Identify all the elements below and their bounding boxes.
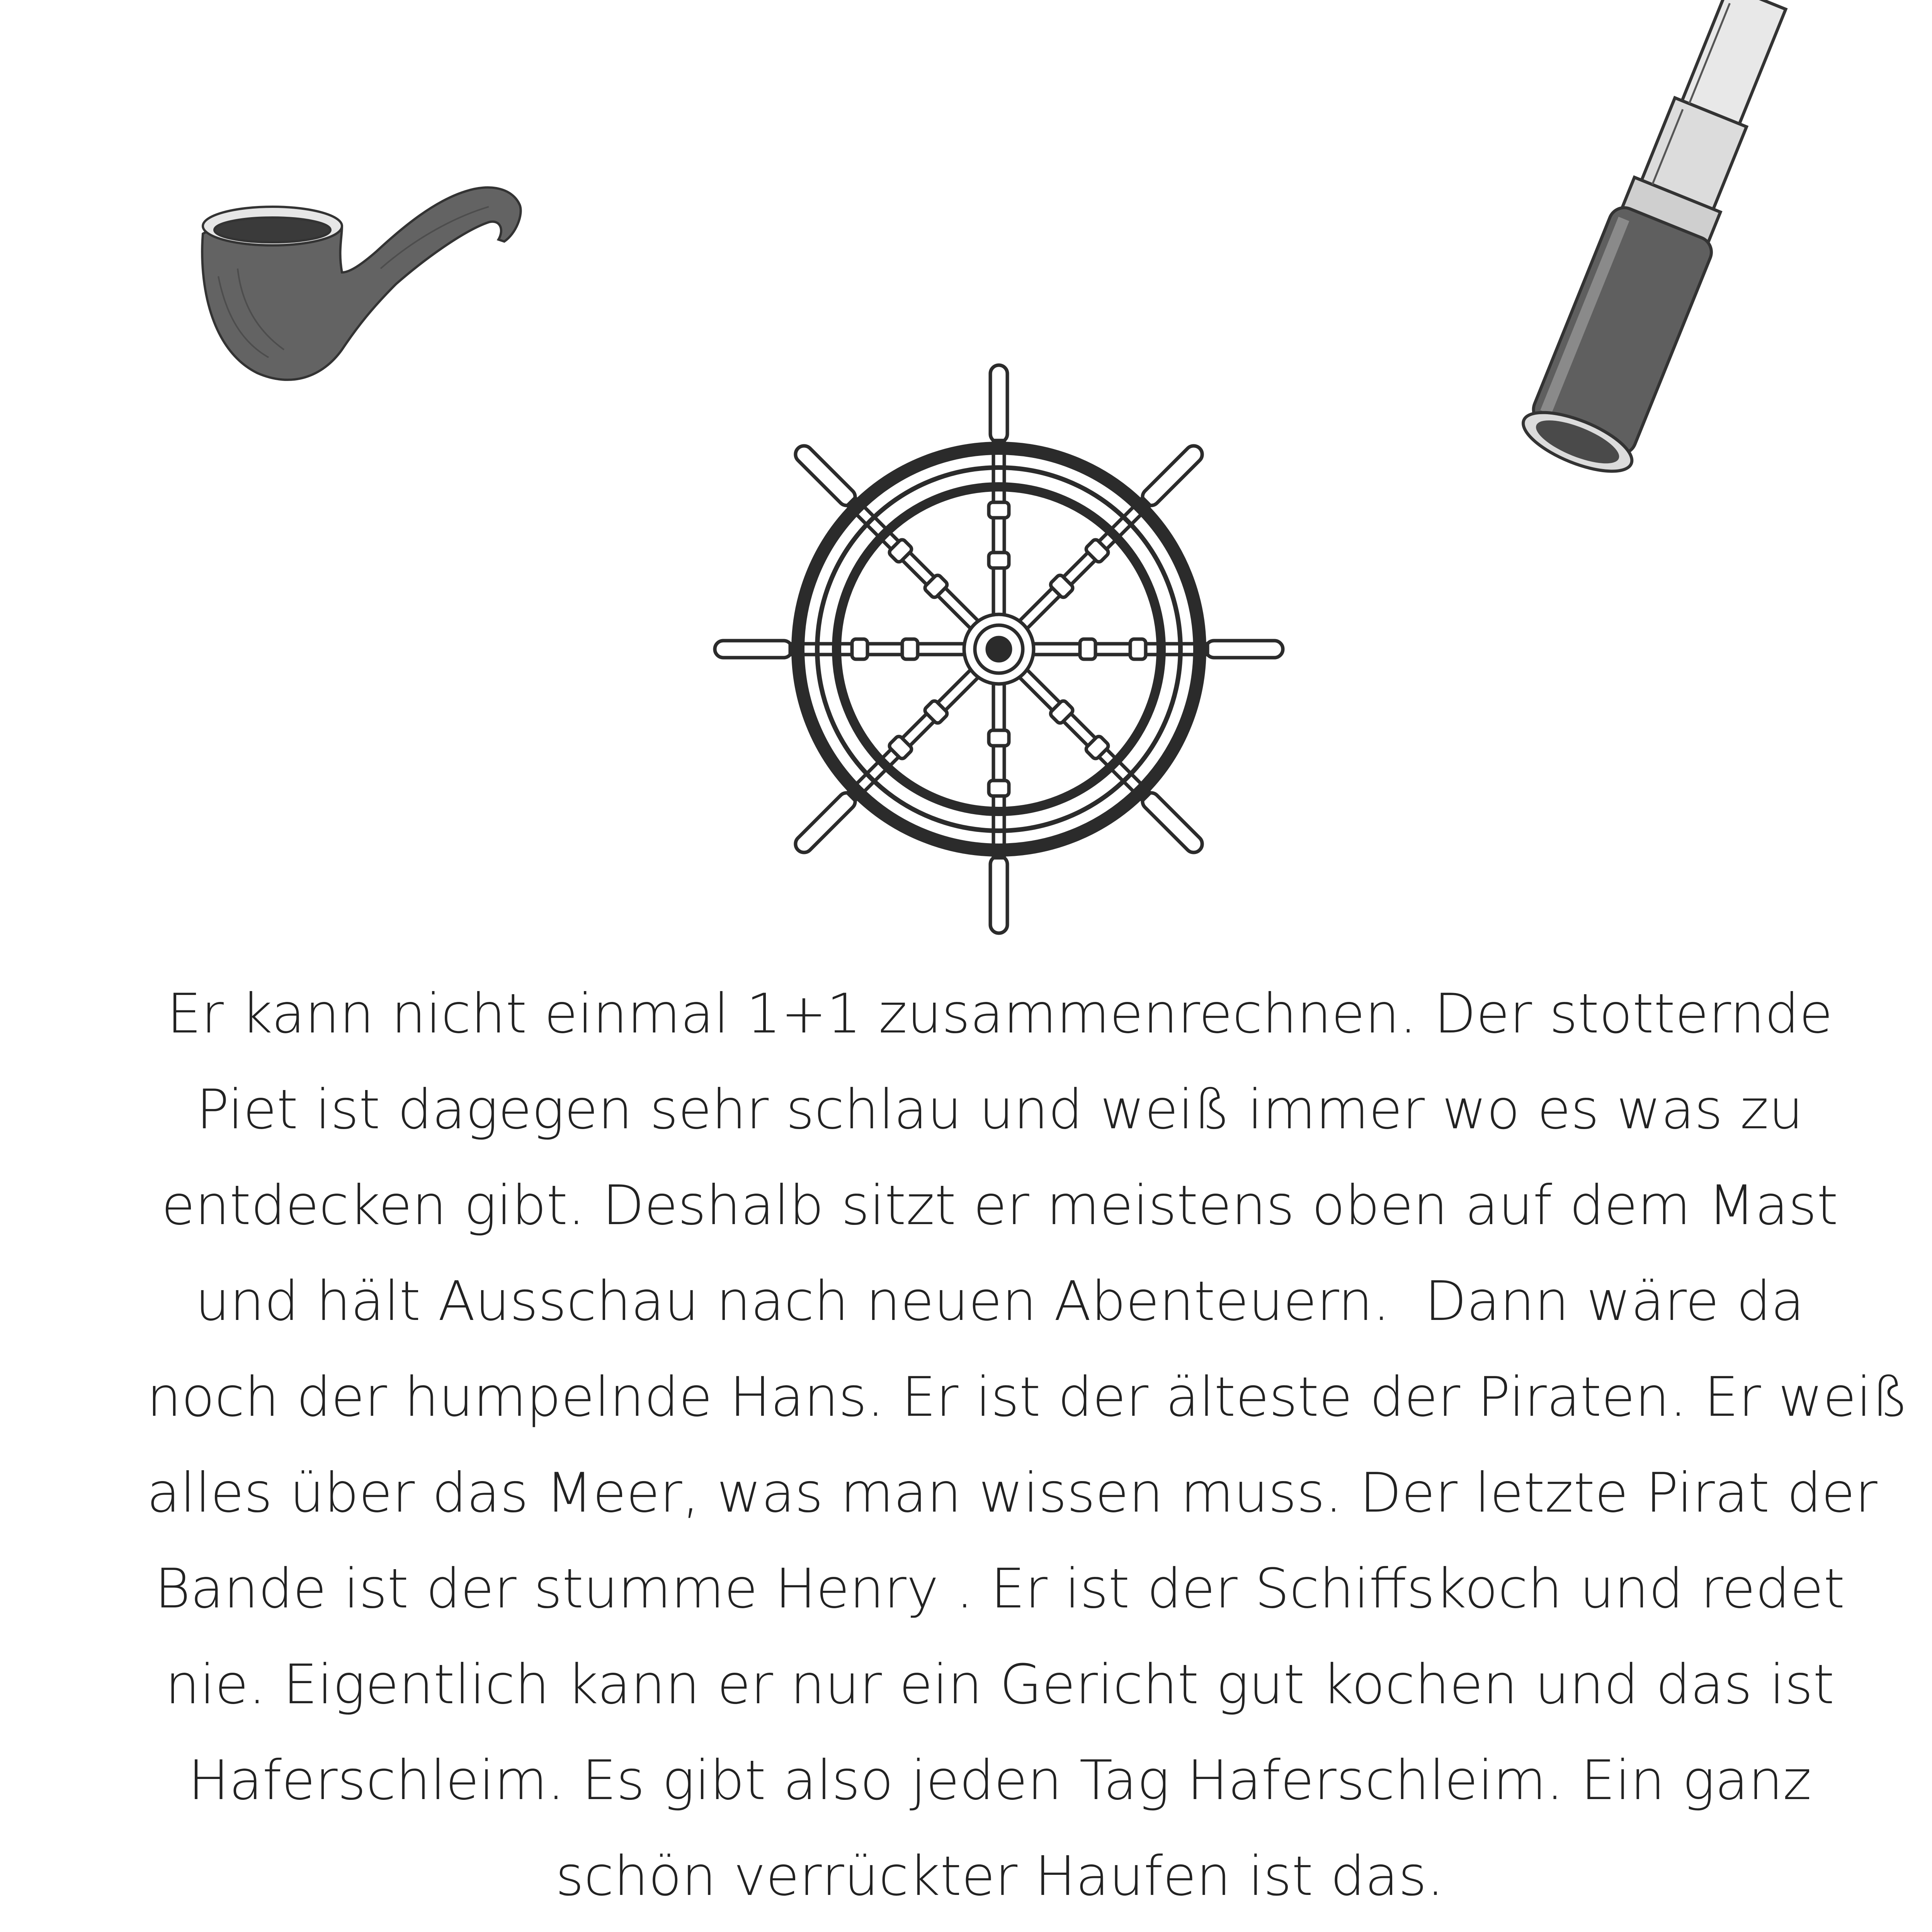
story-line: schön verrückter Haufen ist das. — [555, 1845, 1444, 1908]
story-line: Bande ist der stumme Henry . Er ist der Schiffskoch und redet — [155, 1557, 1845, 1621]
story-line: noch der humpelnde Hans. Er ist der älteste der Piraten. Er weiß — [147, 1366, 1908, 1429]
pipe-illustration — [195, 168, 535, 388]
story-text — [147, 966, 1908, 1924]
story-line: und hält Ausschau nach neuen Abenteuern. Dann wäre da — [195, 1270, 1804, 1333]
story-line: alles über das Meer, was man wissen muss. Der letzte Pirat der — [147, 1461, 1878, 1525]
story-line: entdecken gibt. Deshalb sitzt er meistens oben auf dem Mast — [161, 1174, 1838, 1237]
spyglass-illustration — [1499, 0, 1801, 526]
story-line: Piet ist dagegen sehr schlau und weiß immer wo es was zu — [196, 1078, 1803, 1141]
story-line: Haferschleim. Es gibt also jeden Tag Haferschleim. Ein ganz — [188, 1749, 1812, 1812]
ship-wheel-illustration — [711, 361, 1287, 937]
story-line: nie. Eigentlich kann er nur ein Gericht gut kochen und das ist — [165, 1653, 1835, 1716]
story-line: Er kann nicht einmal 1+1 zusammenrechnen. Der stotternde — [167, 982, 1833, 1046]
